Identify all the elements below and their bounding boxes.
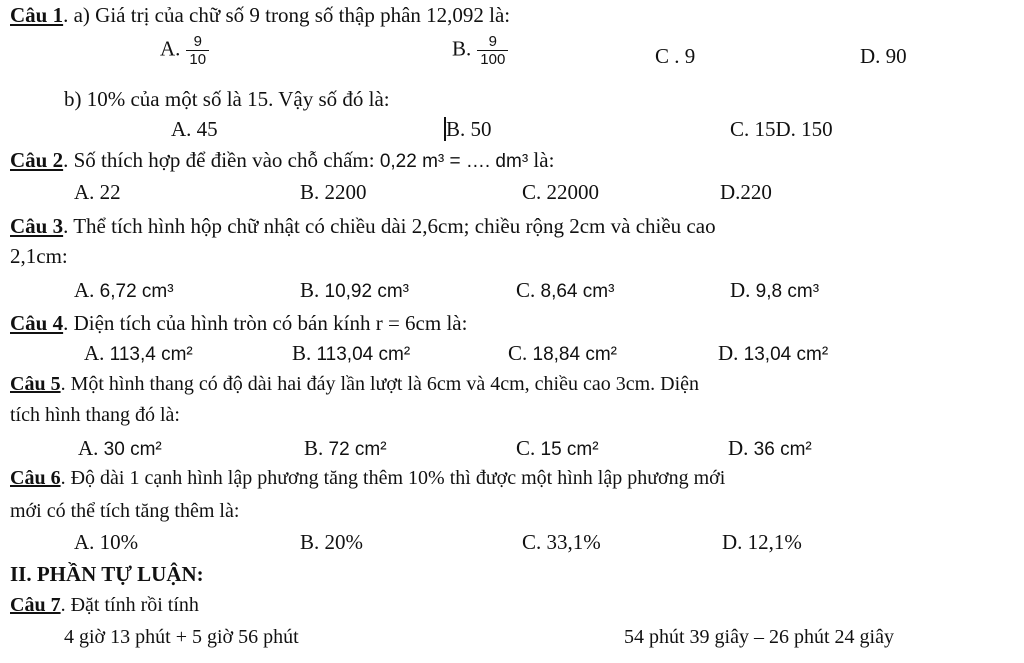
q5-option-c-prefix: C. [516, 436, 541, 460]
q5-option-a [78, 436, 162, 462]
q2-question [10, 148, 554, 174]
q7-left-expression: 4 giờ 13 phút + 5 giờ 56 phút [64, 626, 299, 648]
q1a-option-a [160, 33, 209, 68]
q2-tail: là: [528, 148, 555, 172]
q4-option-b-prefix: B. [292, 341, 317, 365]
q1b-option-c: C. 15D. 150 [730, 117, 833, 141]
q4-option-d-prefix: D. [718, 341, 744, 365]
q1a-option-d: D. 90 [860, 44, 907, 68]
q3-option-d-value: 9,8 cm³ [755, 281, 820, 302]
q6-text-continued: mới có thể tích tăng thêm là: [10, 500, 240, 522]
q1b-option-b: B. 50 [446, 117, 492, 141]
q4-option-c [508, 341, 617, 367]
q3-option-a-prefix: A. [74, 278, 100, 302]
q5-option-c-value: 15 cm² [540, 439, 599, 460]
q5-option-a-prefix: A. [78, 436, 104, 460]
q5-option-d-prefix: D. [728, 436, 754, 460]
q3-option-b-value: 10,92 cm³ [324, 281, 409, 302]
fraction-denominator: 10 [189, 51, 207, 68]
q2-option-c: C. 22000 [522, 180, 600, 204]
q6-question [10, 466, 725, 490]
q2-label: Câu 2 [10, 148, 64, 172]
q3-option-c [516, 278, 614, 304]
q3-option-b-prefix: B. [300, 278, 325, 302]
fraction-9-100 [477, 33, 508, 68]
q1a-option-c: C . 9 [655, 44, 696, 68]
q5-option-d-value: 36 cm² [753, 439, 812, 460]
q2-option-a: A. 22 [74, 180, 121, 204]
q3-option-b [300, 278, 409, 304]
q1-question [10, 3, 510, 27]
q4-option-b [292, 341, 410, 367]
q6-option-a: A. 10% [74, 530, 139, 554]
q1a-option-a-prefix: A. [160, 36, 181, 61]
q3-option-d [730, 278, 819, 304]
q4-question [10, 311, 467, 335]
q4-label: Câu 4 [10, 311, 64, 335]
q3-option-a-value: 6,72 cm³ [99, 281, 174, 302]
q4-option-a-value: 113,4 cm² [109, 344, 193, 365]
q7-label: Câu 7 [10, 594, 61, 616]
q6-option-b: B. 20% [300, 530, 363, 554]
q5-option-a-value: 30 cm² [103, 439, 162, 460]
q6-option-c: C. 33,1% [522, 530, 601, 554]
q2-option-d: D.220 [720, 180, 772, 204]
section-heading: II. PHẦN TỰ LUẬN: [10, 562, 204, 586]
q3-option-c-prefix: C. [516, 278, 541, 302]
q4-text: . Diện tích của hình tròn có bán kính r = 6cm là: [63, 311, 468, 335]
q5-question [10, 372, 699, 396]
q3-text: . Thể tích hình hộp chữ nhật có chiều dài 2,6cm; chiều rộng 2cm và chiều cao [63, 214, 716, 238]
q5-label: Câu 5 [10, 373, 61, 395]
q7-right-expression: 54 phút 39 giây – 26 phút 24 giây [624, 626, 894, 648]
q4-option-a-prefix: A. [84, 341, 110, 365]
q1b-option-a: A. 45 [171, 117, 218, 141]
q5-text-continued: tích hình thang đó là: [10, 404, 180, 426]
q3-question [10, 214, 716, 238]
q4-option-a [84, 341, 193, 367]
q4-option-c-value: 18,84 cm² [532, 344, 617, 365]
q4-option-c-prefix: C. [508, 341, 533, 365]
q4-option-b-value: 113,04 cm² [316, 344, 411, 365]
q2-text: . Số thích hợp để điền vào chỗ chấm: [63, 148, 380, 172]
q2-expression: 0,22 m³ = …. dm³ [379, 151, 529, 172]
fraction-denominator: 100 [480, 51, 506, 68]
q4-option-d-value: 13,04 cm² [743, 344, 829, 365]
q5-option-d [728, 436, 812, 462]
q7-question [10, 593, 199, 617]
q5-option-c [516, 436, 599, 462]
q5-option-b-prefix: B. [304, 436, 329, 460]
q3-option-a [74, 278, 174, 304]
q5-option-b-value: 72 cm² [328, 439, 387, 460]
q4-option-d [718, 341, 828, 367]
q7-text: . Đặt tính rồi tính [60, 594, 199, 616]
q6-text: . Độ dài 1 cạnh hình lập phương tăng thêm 10% thì được một hình lập phương mới [60, 467, 726, 489]
q1-b-text: b) 10% của một số là 15. Vậy số đó là: [64, 87, 390, 111]
q3-label: Câu 3 [10, 214, 64, 238]
q2-option-b: B. 2200 [300, 180, 367, 204]
q3-option-d-prefix: D. [730, 278, 756, 302]
q6-label: Câu 6 [10, 467, 61, 489]
q3-option-c-value: 8,64 cm³ [540, 281, 615, 302]
q1a-option-b-prefix: B. [452, 36, 472, 61]
q5-text: . Một hình thang có độ dài hai đáy lần lượt là 6cm và 4cm, chiều cao 3cm. Diện [60, 373, 700, 395]
fraction-numerator: 9 [477, 33, 508, 51]
fraction-numerator: 9 [186, 33, 209, 51]
q5-option-b [304, 436, 387, 462]
q6-option-d: D. 12,1% [722, 530, 802, 554]
fraction-9-10 [186, 33, 209, 68]
q1a-option-b [452, 33, 508, 68]
q3-text-continued: 2,1cm: [10, 244, 68, 268]
q1-label: Câu 1 [10, 3, 64, 27]
q1-a-text: . a) Giá trị của chữ số 9 trong số thập phân 12,092 là: [63, 3, 511, 27]
